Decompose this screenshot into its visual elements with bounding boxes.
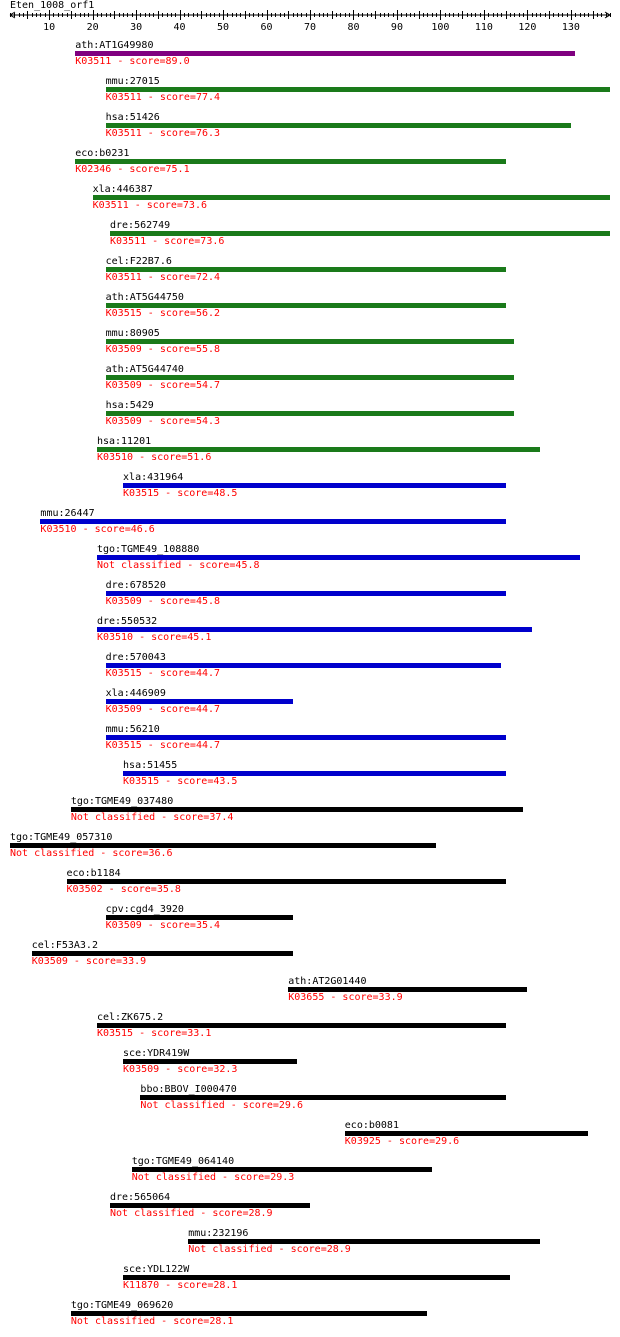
hit-score-label: Not classified - score=37.4 [70,812,234,823]
hit-score-label: K03509 - score=54.3 [105,416,221,427]
hit-score-label: K03511 - score=77.4 [105,92,221,103]
hit-name[interactable]: cel:F53A3.2 [31,940,98,951]
query-title: Eten_1008_orf1 [10,0,95,11]
hit-score-label: K03510 - score=46.6 [40,524,155,535]
hit-score-label: K03511 - score=89.0 [75,56,190,67]
hit-name[interactable]: dre:562749 [110,220,171,231]
position-ruler [0,0,620,34]
hit-name[interactable]: xla:431964 [123,472,184,483]
hit-name[interactable]: dre:570043 [105,652,166,663]
hit-score-label: K03515 - score=43.5 [123,776,238,787]
hit-name[interactable]: cel:ZK675.2 [96,1012,164,1023]
hit-name[interactable]: cpv:cgd4_3920 [105,904,184,915]
hit-name[interactable]: mmu:232196 [188,1228,249,1239]
ruler-tick-label: 60 [260,22,273,33]
ruler-tick-label: 80 [347,22,360,33]
ruler-tick-label: 30 [130,22,143,33]
hit-score-label: K03511 - score=73.6 [92,200,207,211]
hit-name[interactable]: hsa:11201 [96,436,152,447]
hit-score-label: K03502 - score=35.8 [66,884,181,895]
hit-name[interactable]: eco:b0231 [75,148,130,159]
hit-score-label: K03515 - score=33.1 [96,1028,212,1039]
hit-name[interactable]: mmu:26447 [40,508,95,519]
hit-name[interactable]: eco:b0081 [344,1120,399,1131]
hit-score-label: K03511 - score=72.4 [105,272,221,283]
hit-score-label: K03510 - score=45.1 [96,632,212,643]
hit-score-label: K03925 - score=29.6 [344,1136,460,1147]
ruler-tick-label: 120 [518,22,537,33]
hit-name[interactable]: tgo:TGME49_069620 [70,1300,174,1311]
ruler-tick-label: 20 [86,22,99,33]
hit-name[interactable]: mmu:56210 [105,724,160,735]
hit-score-label: K03509 - score=35.4 [105,920,221,931]
ruler-tick-label: 50 [217,22,230,33]
hit-name[interactable]: ath:AT2G01440 [288,976,367,987]
hit-name[interactable]: cel:F22B7.6 [105,256,172,267]
hit-score-label: K03509 - score=32.3 [123,1064,238,1075]
hit-name[interactable]: sce:YDR419W [123,1048,190,1059]
hit-name[interactable]: mmu:27015 [105,76,160,87]
hit-score-label: K02346 - score=75.1 [75,164,190,175]
hit-name[interactable]: xla:446387 [92,184,153,195]
hit-score-label: K03509 - score=45.8 [105,596,221,607]
hit-name[interactable]: xla:446909 [105,688,166,699]
hit-name[interactable]: ath:AT5G44750 [105,292,184,303]
ruler-tick-label: 70 [303,22,317,33]
hit-score-label: K11870 - score=28.1 [123,1280,238,1291]
hit-score-label: K03510 - score=51.6 [96,452,212,463]
hit-name[interactable]: tgo:TGME49_037480 [70,796,174,807]
ruler-tick-label: 10 [43,22,56,33]
hit-name[interactable]: tgo:TGME49_057310 [10,832,113,843]
hit-name[interactable]: ath:AT5G44740 [105,364,184,375]
ruler-tick-label: 90 [390,22,403,33]
hit-score-label: K03509 - score=44.7 [105,704,221,715]
hit-name[interactable]: dre:565064 [110,1192,171,1203]
hit-name[interactable]: tgo:TGME49_064140 [131,1156,235,1167]
hit-name[interactable]: dre:550532 [96,616,158,627]
hit-name[interactable]: bbo:BBOV_I000470 [140,1084,237,1095]
hit-score-label: Not classified - score=29.6 [140,1100,303,1111]
hit-score-label: Not classified - score=28.1 [70,1316,234,1327]
hit-name[interactable]: mmu:80905 [105,328,160,339]
hit-score-label: Not classified - score=29.3 [131,1172,295,1183]
hit-score-label: K03655 - score=33.9 [288,992,403,1003]
hit-score-label: Not classified - score=28.9 [188,1244,351,1255]
hit-score-label: Not classified - score=45.8 [96,560,260,571]
hit-name[interactable]: hsa:51426 [105,112,160,123]
ruler-tick-label: 100 [431,22,450,33]
hit-score-label: K03515 - score=44.7 [105,740,221,751]
hit-score-label: K03511 - score=73.6 [110,236,225,247]
hit-name[interactable]: ath:AT1G49980 [75,40,154,51]
hit-score-label: K03509 - score=33.9 [31,956,147,967]
hit-score-label: Not classified - score=36.6 [10,848,173,859]
hit-score-label: K03509 - score=54.7 [105,380,221,391]
hit-score-label: K03511 - score=76.3 [105,128,221,139]
hit-name[interactable]: eco:b1184 [66,868,121,879]
ruler-tick-label: 110 [474,22,493,33]
hit-name[interactable]: hsa:51455 [123,760,178,771]
hit-score-label: Not classified - score=28.9 [110,1208,273,1219]
hit-score-label: K03515 - score=44.7 [105,668,221,679]
hit-score-label: K03515 - score=48.5 [123,488,238,499]
hit-score-label: K03515 - score=56.2 [105,308,221,319]
ruler-tick-label: 130 [561,22,580,33]
hit-name[interactable]: hsa:5429 [105,400,154,411]
hit-name[interactable]: sce:YDL122W [123,1264,190,1275]
ruler-tick-label: 40 [173,22,186,33]
hit-score-label: K03509 - score=55.8 [105,344,221,355]
hit-name[interactable]: dre:678520 [105,580,166,591]
hit-name[interactable]: tgo:TGME49_108880 [96,544,200,555]
